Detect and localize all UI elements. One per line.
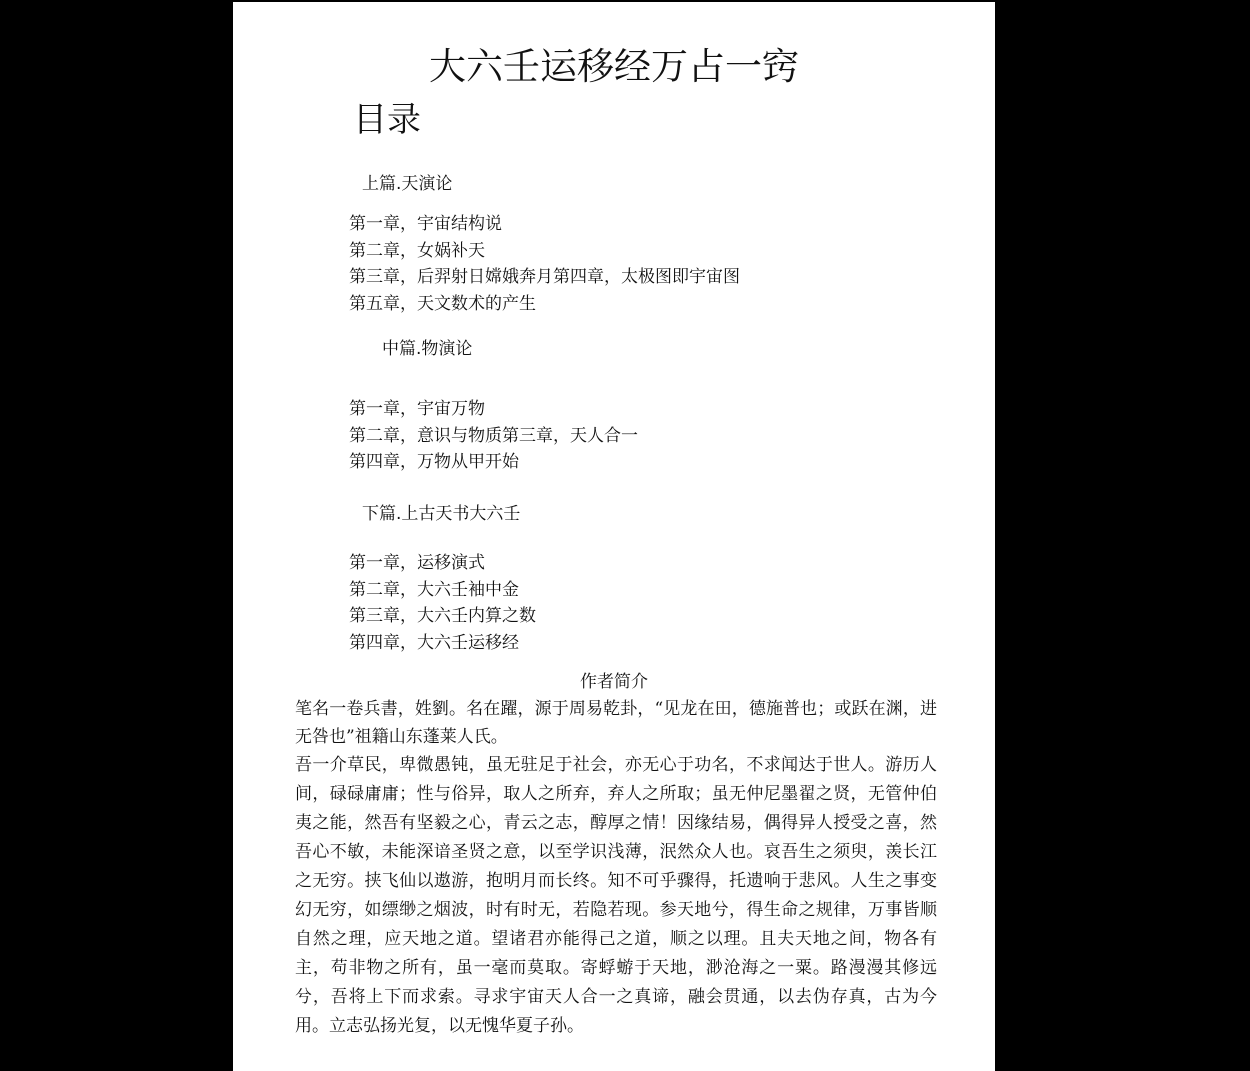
chapter-item: 第四章，万物从甲开始 [349,452,519,472]
part-heading-middle: 中篇.物演论 [382,339,473,359]
chapter-list-middle [349,396,638,476]
chapter-item: 第一章，运移演式 [349,553,485,573]
chapter-item: 第四章，大六壬运移经 [349,632,519,653]
toc-title: 目录 [353,100,421,140]
chapter-list-lower [349,550,536,656]
chapter-item: 第二章，女娲补天 [349,240,485,261]
document-title: 大六壬运移经万占一窍 [429,45,799,88]
author-intro-body [295,695,937,1041]
chapter-item: 第二章，大六壬袖中金 [349,579,519,600]
chapter-item: 第一章，宇宙万物 [349,399,485,419]
chapter-item: 第三章，大六壬内算之数 [349,606,536,626]
chapter-item: 第一章，宇宙结构说 [349,214,502,234]
chapter-list-upper [349,211,740,317]
chapter-item: 第二章，意识与物质第三章，天人合一 [349,425,638,446]
document-page [233,2,995,1071]
author-intro-paragraph: 吾一介草民，卑微愚钝，虽无驻足于社会，亦无心于功名，不求闻达于世人。游历人间，碌碌庸庸；性与俗异，取人之所弃，弃人之所取；虽无仲尼墨翟之贤，无管仲伯夷之能，然吾有坚毅之心，青云之志，醇厚之情！因缘结易，偶得异人授受之喜，然吾心不敏，未能深谙圣贤之意，以至学识浅薄，泯然众人也。哀吾生之须臾，羡长江之无穷。挟飞仙以遨游，抱明月而长终。知不可乎骤得，托遗响于悲风。人生之事变幻无穷，如缥缈之烟波，时有时无，若隐若现。参天地兮，得生命之规律，万事皆顺自然之理，应天地之道。望诸君亦能得己之道，顺之以理。且夫天地之间，物各有主，苟非物之所有，虽一毫而莫取。寄蜉蝣于天地，渺沧海之一粟。路漫漫其修远兮，吾将上下而求索。寻求宇宙天人合一之真谛，融会贯通，以去伪存真，古为今用。立志弘扬光复，以无愧华夏子孙。 [295,755,937,1036]
chapter-item: 第三章，后羿射日嫦娥奔月第四章，太极图即宇宙图 [349,267,740,287]
part-heading-upper: 上篇.天演论 [362,174,453,194]
part-heading-lower: 下篇.上古天书大六壬 [362,504,521,524]
chapter-item: 第五章，天文数术的产生 [349,293,536,314]
author-intro-paragraph: 笔名一卷兵書，姓劉。名在躍，源于周易乾卦，“见龙在田，德施普也；或跃在渊，进无咎也”祖籍山东蓬莱人氏。 [295,699,937,747]
author-intro-heading: 作者简介 [580,672,648,692]
